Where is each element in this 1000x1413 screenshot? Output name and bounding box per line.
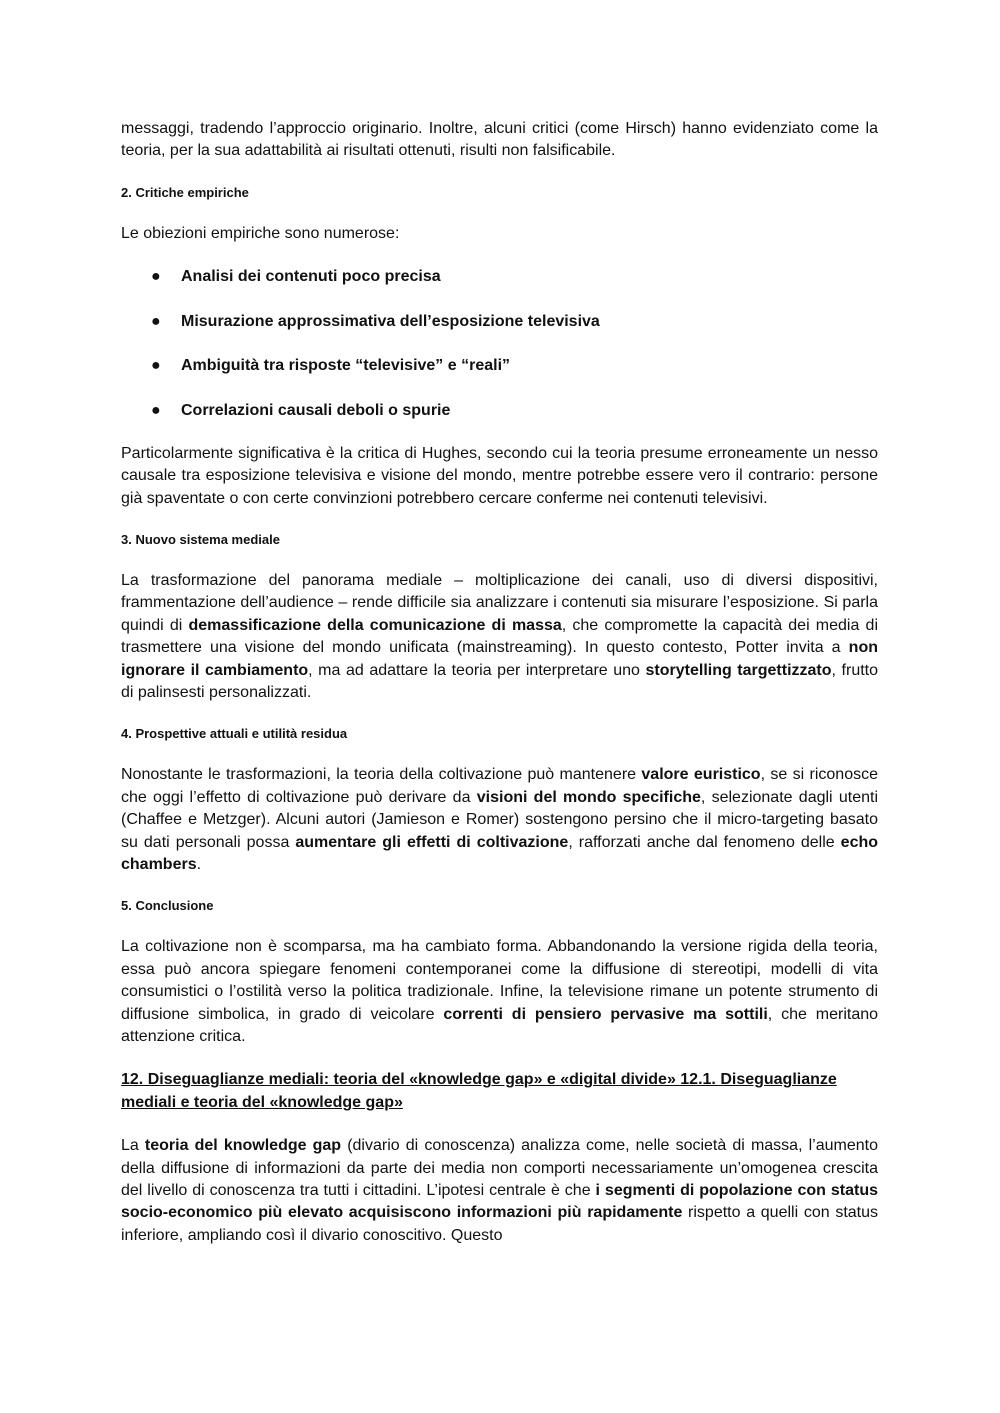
section-5-heading: 5. Conclusione <box>121 898 214 914</box>
bullet-icon: ● <box>151 268 161 286</box>
section-2-heading: 2. Critiche empiriche <box>121 184 249 200</box>
list-item: ● Misurazione approssimativa dell’esposizione televisiva <box>121 311 878 333</box>
section-2-lead: Le obiezioni empiriche sono numerose: <box>121 224 400 242</box>
bullet-icon: ● <box>151 312 161 330</box>
chapter-12-paragraph: La teoria del knowledge gap (divario di conoscenza) analizza come, nelle società di massa, l’aumento della diffusione di informazioni da parte dei media non comporti necessariamente un’omogenea crescita del livello di conoscenza tra tutti i cittadini. L’ipotesi centrale è che i segmenti di popolazione con status socio-economico più elevato acquisiscono informazioni più rapidamente rispetto a quelli con status inferiore, ampliando così il divario conoscitivo. Questo <box>121 1137 879 1244</box>
section-3-paragraph: La trasformazione del panorama mediale – moltiplicazione dei canali, uso di diversi dispositivi, frammentazione dell’audience – rende difficile sia analizzare i contenuti sia misurare l’esposizione. Si parla quindi di demassificazione della comunicazione di massa, che compromette la capacità dei media di trasmettere una visione del mondo unificata (mainstreaming). In questo contesto, Potter invita a non ignorare il cambiamento, ma ad adattare la teoria per interpretare uno storytelling targettizzato, frutto di palinsesti personalizzati. <box>121 571 879 701</box>
list-item: ● Ambiguità tra risposte “televisive” e “reali” <box>121 355 878 377</box>
section-3-heading: 3. Nuovo sistema mediale <box>121 531 280 547</box>
list-item: ● Analisi dei contenuti poco precisa <box>121 266 878 288</box>
chapter-12-heading: 12. Diseguaglianze mediali: teoria del «knowledge gap» e «digital divide» 12.1. Diseguaglianze mediali e teoria del «knowledge gap» <box>121 1071 837 1111</box>
document-page <box>121 118 878 1247</box>
section-4-paragraph: Nonostante le trasformazioni, la teoria della coltivazione può mantenere valore euristico, se si riconosce che oggi l’effetto di coltivazione può derivare da visioni del mondo specifiche, selezionate dagli utenti (Chaffee e Metzger). Alcuni autori (Jamieson e Romer) sostengono persino che il micro-targeting basato su dati personali possa aumentare gli effetti di coltivazione, rafforzati anche dal fenomeno delle echo chambers. <box>121 766 879 873</box>
list-item: ● Correlazioni causali deboli o spurie <box>121 400 878 422</box>
section-2-paragraph: Particolarmente significativa è la critica di Hughes, secondo cui la teoria presume erroneamente un nesso causale tra esposizione televisiva e visione del mondo, mentre potrebbe essere vero il contrario: persone già spaventate o con certe convinzioni potrebbero cercare conferme nei contenuti televisivi. <box>121 444 878 507</box>
section-4-heading: 4. Prospettive attuali e utilità residua <box>121 726 348 742</box>
intro-paragraph: messaggi, tradendo l’approccio originario. Inoltre, alcuni critici (come Hirsch) hanno evidenziato come la teoria, per la sua adattabilità ai risultati ottenuti, risulti non falsificabile. <box>121 120 878 160</box>
bullet-icon: ● <box>151 401 161 419</box>
objections-list <box>121 266 878 422</box>
section-5-paragraph: La coltivazione non è scomparsa, ma ha cambiato forma. Abbandonando la versione rigida della teoria, essa può ancora spiegare fenomeni contemporanei come la diffusione di stereotipi, modelli di vita consumistici o l’ostilità verso la politica tradizionale. Infine, la televisione rimane un potente strumento di diffusione simbolica, in grado di veicolare correnti di pensiero pervasive ma sottili, che meritano attenzione critica. <box>121 938 879 1046</box>
bullet-icon: ● <box>151 357 161 375</box>
